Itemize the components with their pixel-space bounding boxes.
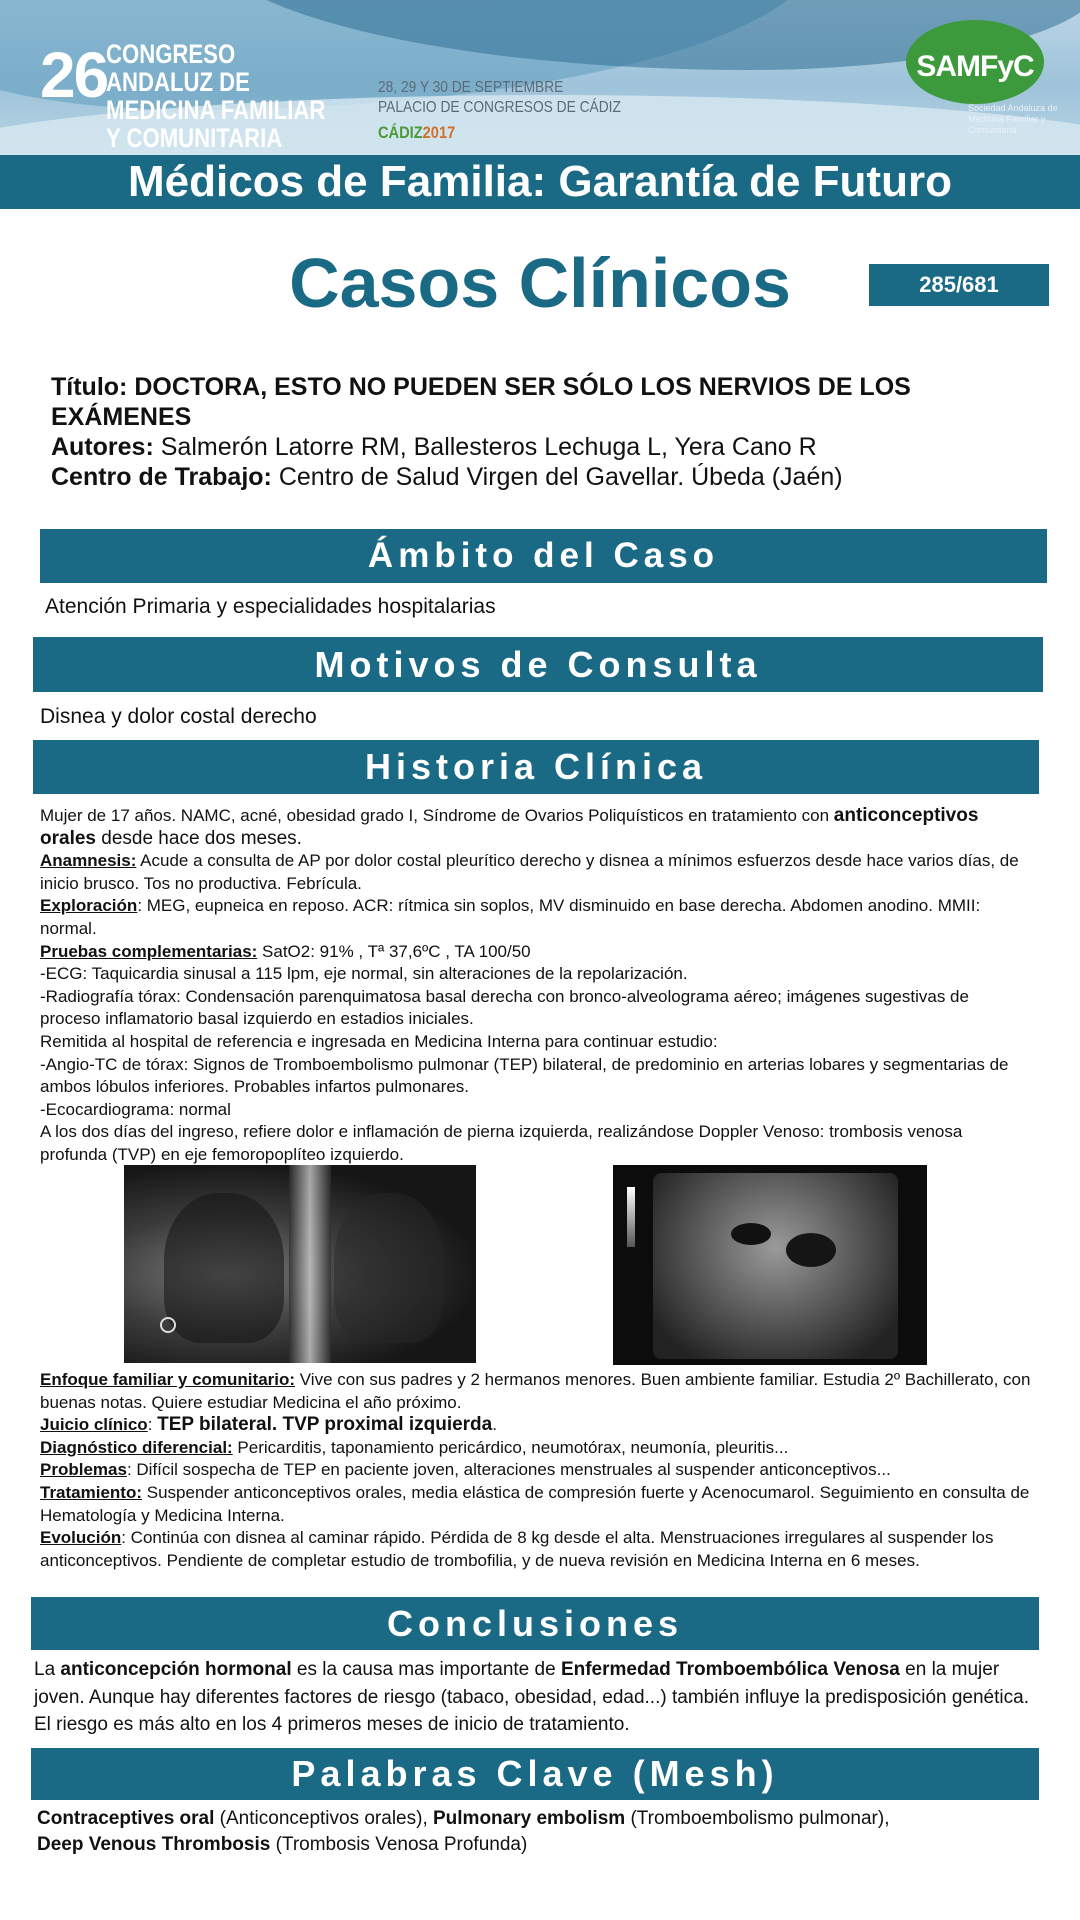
- case-authors: Autores: Salmerón Latorre RM, Ballesteros Lechuga L, Yera Cano R: [51, 433, 817, 461]
- section-text-palabras-clave: Contraceptives oral (Anticonceptivos orales), Pulmonary embolism (Tromboembolismo pulmonar), Deep Venous Thrombosis (Trombosis Venosa Profunda): [37, 1808, 890, 1855]
- congress-name: CONGRESO ANDALUZ DE MEDICINA FAMILIAR Y COMUNITARIA: [106, 39, 326, 153]
- section-text-motivos: Disnea y dolor costal derecho: [40, 705, 317, 728]
- historia-clinica-text: [40, 805, 1032, 1167]
- case-center: Centro de Trabajo: Centro de Salud Virgen del Gavellar. Úbeda (Jaén): [51, 463, 843, 491]
- chest-xray-image: [124, 1165, 476, 1363]
- grayscale-bar: [627, 1187, 635, 1247]
- historia-eco: -Ecocardiograma: normal: [40, 1099, 231, 1119]
- section-header-motivos: Motivos de Consulta: [33, 637, 1043, 692]
- vein-lumen: [731, 1223, 771, 1245]
- samfyc-logo-text: SAMFyC: [916, 50, 1034, 83]
- historia-evolucion: Evolución: Continúa con disnea al caminar rápido. Pérdida de 8 kg desde el alta. Menstruaciones irregulares al suspender los anticonceptivos. Pendiente de completar estudio de trombofilia, y de nueva revisión en Medicina Interna en 6 meses.: [40, 1528, 994, 1570]
- xray-marker-icon: [160, 1317, 176, 1333]
- edition-number: 26: [40, 39, 108, 111]
- section-header-conclusiones: Conclusiones: [31, 1597, 1039, 1650]
- vein-lumen: [786, 1233, 836, 1267]
- doppler-ultrasound-image: [613, 1165, 927, 1365]
- page-title: Casos Clínicos: [289, 244, 791, 322]
- section-header-historia: Historia Clínica: [33, 740, 1039, 794]
- case-number-badge: 285/681: [869, 264, 1049, 306]
- congress-dates: 28, 29 Y 30 DE SEPTIEMBRE: [378, 79, 564, 96]
- section-text-ambito: Atención Primaria y especialidades hospitalarias: [45, 595, 496, 618]
- historia-ecg: -ECG: Taquicardia sinusal a 115 lpm, eje normal, sin alteraciones de la repolarización.: [40, 964, 688, 984]
- section-header-palabras-clave: Palabras Clave (Mesh): [31, 1748, 1039, 1800]
- congress-year: 2017: [422, 123, 456, 142]
- section-header-ambito: Ámbito del Caso: [40, 529, 1047, 583]
- congress-city: CÁDIZ: [378, 123, 423, 142]
- historia-anamnesis: Anamnesis: Acude a consulta de AP por dolor costal pleurítico derecho y disnea a mínimos esfuerzos desde hace varios días, de inicio brusco. Tos no productiva. Febrícula.: [40, 851, 1019, 893]
- historia-diagnostico: Diagnóstico diferencial: Pericarditis, taponamiento pericárdico, neumotórax, neumonía, pleuritis...: [40, 1437, 789, 1457]
- historia-enfoque: Enfoque familiar y comunitario: Vive con sus padres y 2 hermanos menores. Buen ambiente familiar. Estudia 2º Bachillerato, con buenas notas. Quiere estudiar Medicina el año próximo.: [40, 1370, 1031, 1412]
- case-title-text: DOCTORA, ESTO NO PUEDEN SER SÓLO LOS NERVIOS DE LOS EXÁMENES: [51, 373, 911, 431]
- congress-city-year: [378, 123, 455, 143]
- historia-remitida: Remitida al hospital de referencia e ingresada en Medicina Interna para continuar estudio:: [40, 1031, 718, 1051]
- case-info: [51, 372, 1041, 492]
- historia-exploracion: Exploración: MEG, eupneica en reposo. ACR: rítmica sin soplos, MV disminuido en base derecha. Abdomen anodino. MMII: normal.: [40, 896, 981, 938]
- historia-tratamiento: Tratamiento: Suspender anticonceptivos orales, media elástica de compresión fuerte y Acenocumarol. Seguimiento en consulta de Hematología y Medicina Interna.: [40, 1482, 1030, 1525]
- congress-motto: Médicos de Familia: Garantía de Futuro: [128, 157, 952, 206]
- samfyc-logo-subtitle: Sociedad Andaluza de Medicina Familiar y Comunitaria: [968, 103, 1058, 135]
- historia-doppler: A los dos días del ingreso, refiere dolor e inflamación de pierna izquierda, realizándose Doppler Venoso: trombosis venosa profunda (TVP) en eje femoropoplíteo izquierdo.: [40, 1122, 963, 1164]
- historia-angio: -Angio-TC de tórax: Signos de Tromboembolismo pulmonar (TEP) bilateral, de predominio en arterias lobares y segmentarias de ambos lóbulos inferiores. Probables infartos pulmonares.: [40, 1054, 1009, 1097]
- historia-juicio: Juicio clínico: TEP bilateral. TVP proximal izquierda.: [40, 1414, 497, 1436]
- historia-clinica-text-continued: [40, 1369, 1032, 1572]
- historia-problemas: Problemas: Difícil sospecha de TEP en paciente joven, alteraciones menstruales al suspender anticonceptivos...: [40, 1460, 891, 1480]
- section-text-conclusiones: La anticoncepción hormonal es la causa mas importante de Enfermedad Tromboembólica Venosa en la mujer joven. Aunque hay diferentes factores de riesgo (tabaco, obesidad, edad...) también influye la predisposición genética. El riesgo es más alto en los 4 primeros meses de inicio de tratamiento.: [34, 1659, 1029, 1735]
- historia-intro: Mujer de 17 años. NAMC, acné, obesidad grado I, Síndrome de Ovarios Poliquísticos en tratamiento con anticonceptivos orales desde hace dos meses.: [40, 805, 979, 849]
- case-title: Título: DOCTORA, ESTO NO PUEDEN SER SÓLO LOS NERVIOS DE LOS EXÁMENES: [51, 373, 911, 431]
- historia-rx: -Radiografía tórax: Condensación parenquimatosa basal derecha con bronco-alveolograma aéreo; imágenes sugestivas de proceso inflamatorio basal izquierdo en estadios iniciales.: [40, 986, 969, 1029]
- historia-pruebas: Pruebas complementarias: SatO2: 91% , Tª 37,6ºC , TA 100/50: [40, 941, 531, 961]
- congress-dates-venue: [378, 78, 621, 118]
- congress-venue: PALACIO DE CONGRESOS DE CÁDIZ: [378, 99, 621, 116]
